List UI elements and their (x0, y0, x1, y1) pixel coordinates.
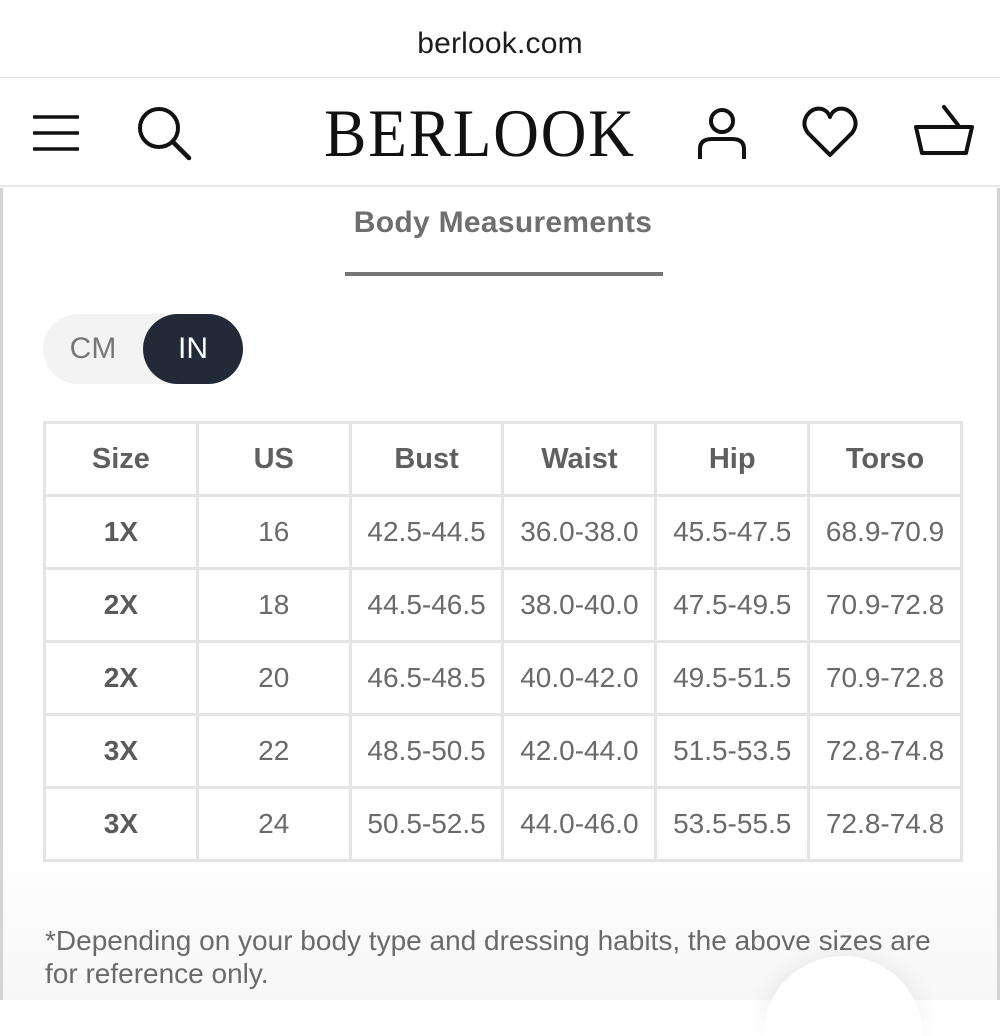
table-cell: 3X (45, 788, 198, 861)
account-icon[interactable] (690, 101, 754, 165)
url-text: berlook.com (417, 26, 583, 60)
table-header-row (45, 423, 962, 496)
table-cell: 44.0-46.0 (503, 788, 656, 861)
browser-address-bar[interactable] (0, 0, 1000, 78)
unit-toggle[interactable] (43, 314, 243, 384)
table-row (45, 642, 962, 715)
table-cell: 18 (197, 569, 350, 642)
active-tab-underline (345, 272, 663, 276)
reference-note: *Depending on your body type and dressing habits, the above sizes are for reference only. (45, 925, 931, 989)
table-cell: 42.5-44.5 (350, 496, 503, 569)
table-cell: 40.0-42.0 (503, 642, 656, 715)
table-cell: 47.5-49.5 (656, 569, 809, 642)
table-cell: 70.9-72.8 (809, 642, 962, 715)
table-row (45, 496, 962, 569)
table-cell: 16 (197, 496, 350, 569)
table-cell: 53.5-55.5 (656, 788, 809, 861)
table-cell: 46.5-48.5 (350, 642, 503, 715)
column-header: Waist (503, 423, 656, 496)
unit-option-in[interactable]: IN (143, 314, 243, 384)
table-cell: 22 (197, 715, 350, 788)
section-title[interactable]: Body Measurements (353, 206, 653, 239)
measurements-table (43, 421, 963, 862)
table-cell: 2X (45, 569, 198, 642)
wishlist-icon[interactable] (798, 101, 862, 165)
column-header: Torso (809, 423, 962, 496)
table-cell: 36.0-38.0 (503, 496, 656, 569)
table-cell: 70.9-72.8 (809, 569, 962, 642)
menu-icon[interactable] (24, 101, 88, 165)
column-header: Bust (350, 423, 503, 496)
table-row (45, 788, 962, 861)
table-cell: 3X (45, 715, 198, 788)
table-cell: 44.5-46.5 (350, 569, 503, 642)
brand-logo[interactable]: BERLOOK (324, 94, 636, 171)
table-cell: 24 (197, 788, 350, 861)
table-cell: 2X (45, 642, 198, 715)
table-cell: 72.8-74.8 (809, 715, 962, 788)
cart-icon[interactable] (912, 101, 976, 165)
table-cell: 68.9-70.9 (809, 496, 962, 569)
table-cell: 51.5-53.5 (656, 715, 809, 788)
column-header: Size (45, 423, 198, 496)
table-row (45, 715, 962, 788)
table-cell: 48.5-50.5 (350, 715, 503, 788)
search-icon[interactable] (132, 101, 196, 165)
unit-option-cm[interactable]: CM (69, 332, 117, 365)
column-header: US (197, 423, 350, 496)
site-header (0, 79, 1000, 187)
table-row (45, 569, 962, 642)
table-cell: 72.8-74.8 (809, 788, 962, 861)
size-guide-panel (0, 188, 1000, 1000)
table-cell: 42.0-44.0 (503, 715, 656, 788)
column-header: Hip (656, 423, 809, 496)
table-cell: 50.5-52.5 (350, 788, 503, 861)
table-cell: 20 (197, 642, 350, 715)
table-cell: 38.0-40.0 (503, 569, 656, 642)
table-cell: 1X (45, 496, 198, 569)
table-cell: 49.5-51.5 (656, 642, 809, 715)
table-cell: 45.5-47.5 (656, 496, 809, 569)
